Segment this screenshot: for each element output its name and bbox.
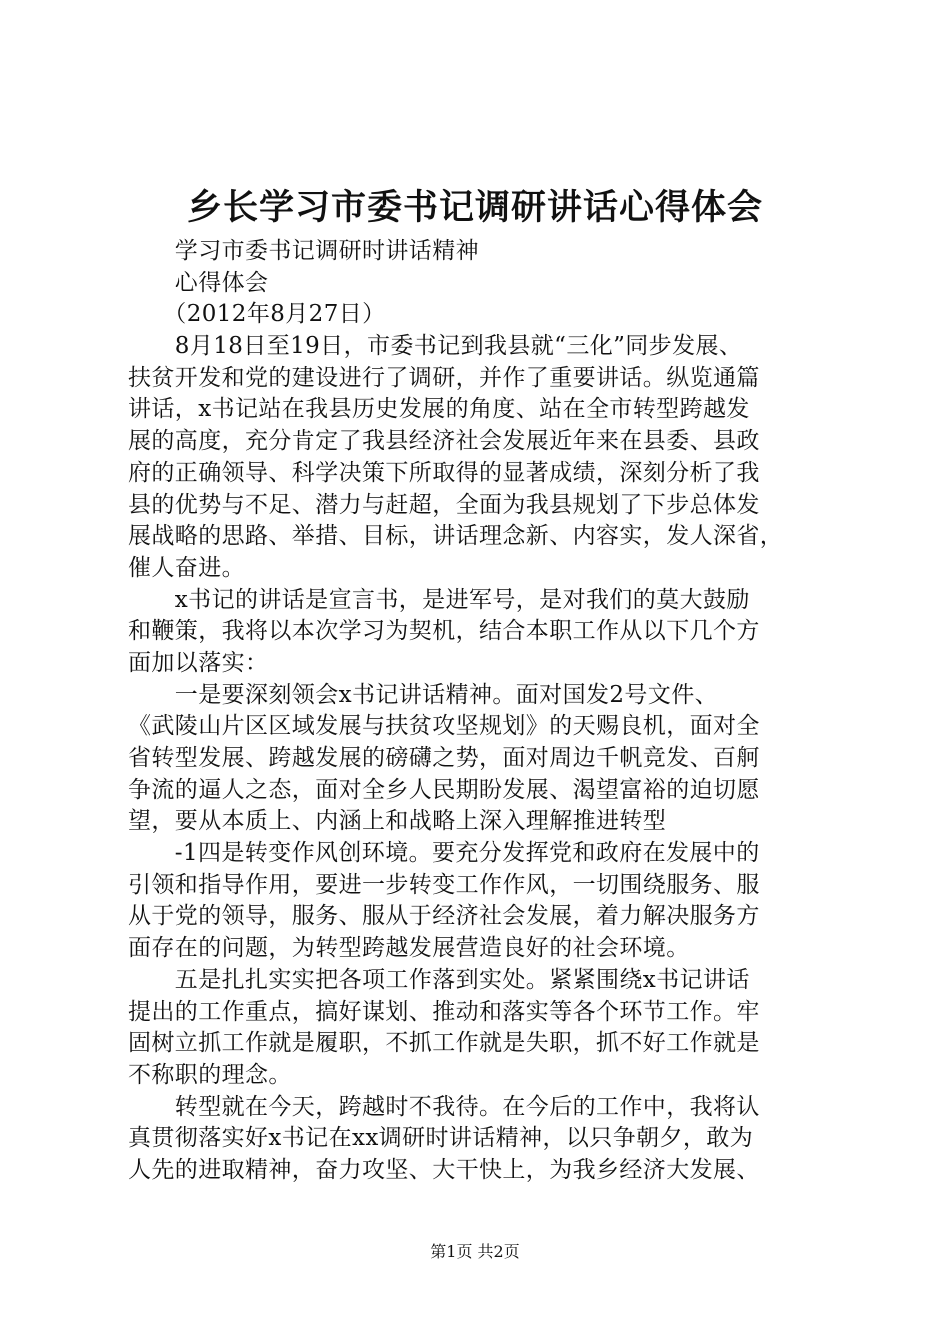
document-title: 乡长学习市委书记调研讲话心得体会 (186, 187, 763, 228)
body-line: 面存在的问题，为转型跨越发展营造良好的社会环境。 (128, 935, 690, 962)
body-line: -1四是转变作风创环境。要充分发挥党和政府在发展中的 (128, 840, 760, 867)
body-line: 人先的进取精神，奋力攻坚、大干快上，为我乡经济大发展、 (128, 1156, 760, 1183)
body-line: 不称职的理念。 (128, 1061, 292, 1088)
body-line: x书记的讲话是宣言书，是进军号，是对我们的莫大鼓励 (128, 586, 750, 613)
body-line: 展战略的思路、举措、目标，讲话理念新、内容实，发人深省， (128, 523, 784, 550)
body-line: 面加以落实： (128, 649, 269, 676)
body-line: 省转型发展、跨越发展的磅礴之势，面对周边千帆竞发、百舸 (128, 745, 760, 771)
body-line: 转型就在今天，跨越时不我待。在今后的工作中，我将认 (128, 1093, 760, 1120)
body-line: 五是扎扎实实把各项工作落到实处。紧紧围绕x书记讲话 (128, 966, 750, 993)
body-line: 县的优势与不足、潜力与赶超，全面为我县规划了下步总体发 (128, 491, 760, 518)
body-line: 提出的工作重点，搞好谋划、推动和落实等各个环节工作。牢 (128, 998, 760, 1025)
body-line: 固树立抓工作就是履职，不抓工作就是失职，抓不好工作就是 (128, 1030, 760, 1057)
body-line: 一是要深刻领会x书记讲话精神。面对国发2号文件、 (128, 681, 719, 708)
body-line: 展的高度，充分肯定了我县经济社会发展近年来在县委、县政 (128, 428, 760, 455)
body-line: 8月18日至19日，市委书记到我县就“三化”同步发展、 (128, 333, 743, 360)
page-footer: 第1页 共2页 (430, 1242, 520, 1261)
body-line: 和鞭策，我将以本次学习为契机，结合本职工作从以下几个方 (128, 618, 760, 645)
body-line: 学习市委书记调研时讲话精神 (128, 238, 479, 264)
body-line: 讲话，x书记站在我县历史发展的角度、站在全市转型跨越发 (128, 396, 750, 423)
body-line: 望，要从本质上、内涵上和战略上深入理解推进转型 (128, 808, 667, 835)
body-line: 争流的逼人之态，面对全乡人民期盼发展、渴望富裕的迫切愿 (128, 776, 760, 803)
body-line: 府的正确领导、科学决策下所取得的显著成绩，深刻分析了我 (128, 459, 760, 486)
body-line: 从于党的领导，服务、服从于经济社会发展，着力解决服务方 (128, 903, 760, 930)
body-line: 引领和指导作用，要进一步转变工作作风，一切围绕服务、服 (128, 871, 760, 898)
document-body (128, 236, 828, 1187)
body-line: 真贯彻落实好x书记在xx调研时讲话精神，以只争朝夕，敢为 (128, 1125, 754, 1152)
body-line: （2012年8月27日） (128, 301, 386, 328)
body-line: 心得体会 (128, 269, 269, 296)
body-line: 催人奋进。 (128, 554, 245, 581)
body-line: 《武陵山片区区域发展与扶贫攻坚规划》的天赐良机，面对全 (128, 713, 760, 740)
body-line: 扶贫开发和党的建设进行了调研，并作了重要讲话。纵览通篇 (128, 364, 760, 391)
